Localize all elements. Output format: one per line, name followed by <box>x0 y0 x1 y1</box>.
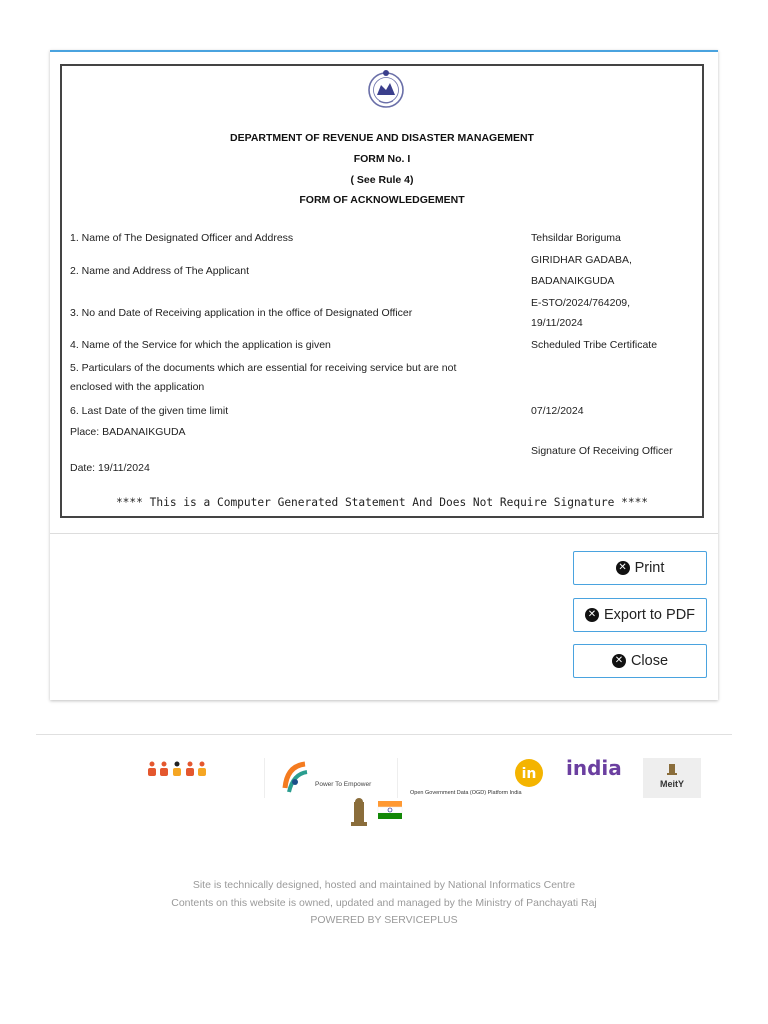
acknowledgement-form <box>60 64 704 518</box>
ogd-logo[interactable] <box>408 758 546 798</box>
row-label: 2. Name and Address of The Applicant <box>70 265 250 277</box>
footer-credit-line: Contents on this website is owned, updated and managed by the Ministry of Panchayati Raj <box>171 897 597 909</box>
row-value: E-STO/2024/764209, <box>531 297 631 309</box>
emblem-flag-logo[interactable] <box>348 798 404 836</box>
row-value: BADANAIKGUDA <box>531 275 615 287</box>
signature-label: Signature Of Receiving Officer <box>531 445 673 457</box>
computer-generated-note: **** This is a Computer Generated Statement And Does Not Require Signature **** <box>115 496 649 509</box>
row-value: 07/12/2024 <box>531 405 584 417</box>
odisha-emblem-icon <box>366 68 406 110</box>
close-circle-icon: ✕ <box>585 608 599 622</box>
row-value: 19/11/2024 <box>531 317 583 329</box>
ogd-text: Open Government Data (OGD) Platform India <box>410 790 522 796</box>
row-value: GIRIDHAR GADABA, <box>531 254 632 266</box>
form-title: FORM OF ACKNOWLEDGEMENT <box>299 194 465 206</box>
department-heading: DEPARTMENT OF REVENUE AND DISASTER MANAGEMENT <box>230 132 534 144</box>
date-text: Date: 19/11/2024 <box>70 462 150 474</box>
export-pdf-button[interactable] <box>573 598 707 632</box>
svg-text:in: in <box>521 766 537 782</box>
meity-logo[interactable] <box>643 758 701 798</box>
ashoka-emblem-icon <box>665 762 679 776</box>
footer-credit-line: Site is technically designed, hosted and maintained by National Informatics Centre <box>192 879 576 891</box>
row-label: 6. Last Date of the given time limit <box>70 405 229 417</box>
row-label: 1. Name of The Designated Officer and Address <box>70 232 294 244</box>
close-button[interactable] <box>573 644 707 678</box>
meity-text: MeitY <box>659 779 684 789</box>
see-rule: ( See Rule 4) <box>350 174 414 186</box>
close-circle-icon: ✕ <box>616 561 630 575</box>
row-value: Tehsildar Boriguma <box>531 232 621 244</box>
row-label: 3. No and Date of Receiving application in the office of Designated Officer <box>70 307 413 319</box>
row-label: enclosed with the application <box>70 381 205 393</box>
ogd-icon <box>514 758 544 788</box>
print-label: Print <box>634 560 665 576</box>
form-number: FORM No. I <box>353 153 411 165</box>
powered-by-link[interactable]: POWERED BY SERVICEPLUS <box>310 914 458 926</box>
acknowledgement-card <box>50 50 718 700</box>
india-gov-logo[interactable]: india <box>566 756 622 780</box>
row-value: Scheduled Tribe Certificate <box>531 339 658 351</box>
power-to-empower-text: Power To Empower <box>315 781 372 788</box>
footer-divider <box>36 734 732 735</box>
divider <box>50 533 718 534</box>
close-circle-icon: ✕ <box>612 654 626 668</box>
digital-india-people-logo[interactable] <box>146 760 208 778</box>
place-text: Place: BADANAIKGUDA <box>70 426 186 438</box>
print-button[interactable] <box>573 551 707 585</box>
close-label: Close <box>630 653 669 669</box>
row-label: 4. Name of the Service for which the application is given <box>70 339 331 351</box>
digital-india-icon <box>275 758 315 798</box>
export-label: Export to PDF <box>603 607 696 623</box>
digital-india-logo[interactable] <box>264 758 398 798</box>
row-label: 5. Particulars of the documents which are essential for receiving service but are not <box>70 362 457 374</box>
